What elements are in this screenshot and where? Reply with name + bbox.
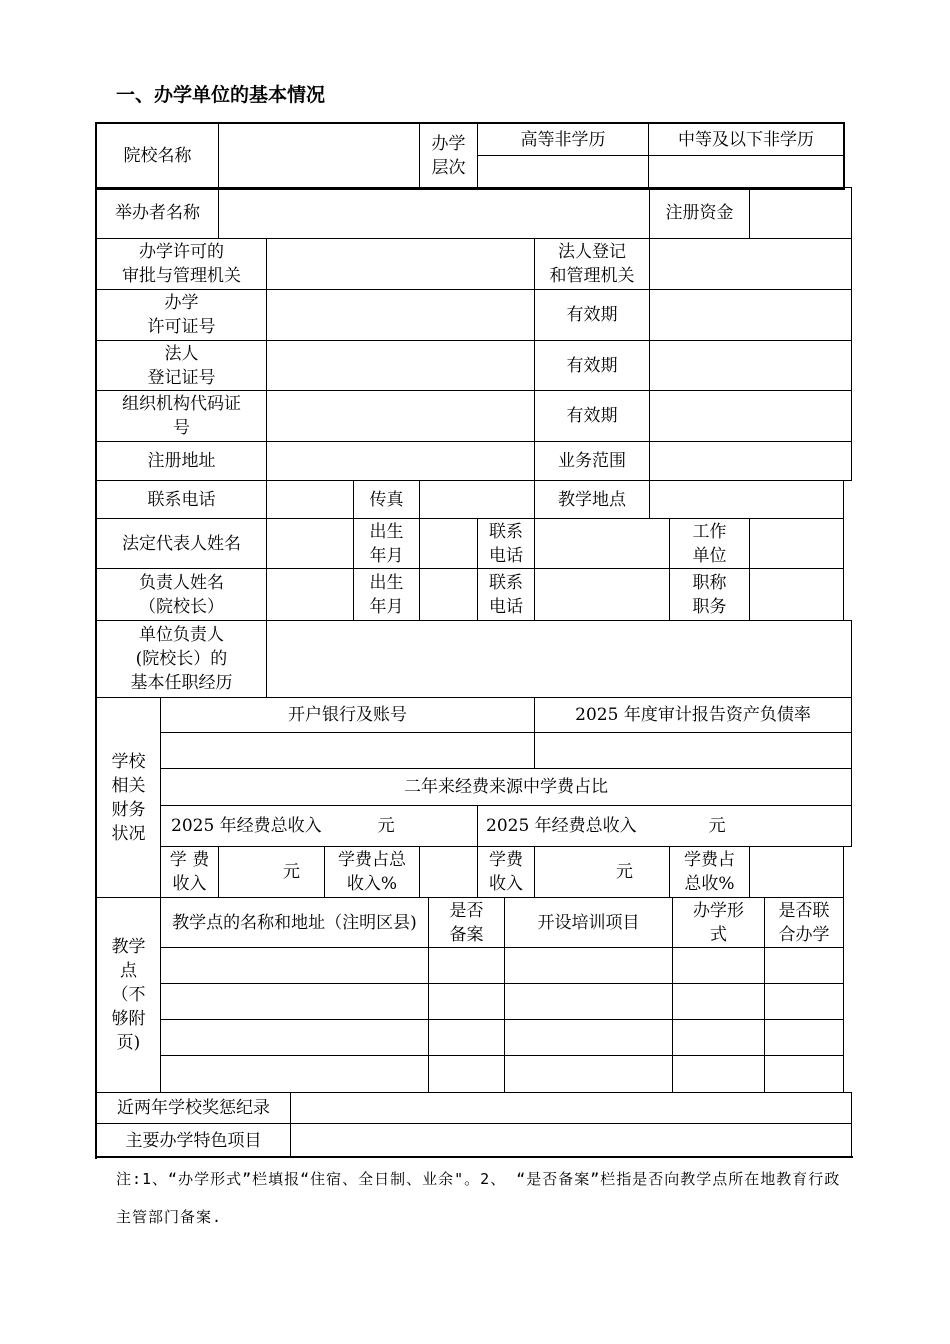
- label-validity-org-code: 有效期: [534, 390, 650, 442]
- label-teaching-points: 教学 点 （不 够附 页): [96, 897, 161, 1093]
- label-level: 办学 层次: [419, 123, 478, 188]
- label-license-authority: 办学许可的 审批与管理机关: [96, 238, 267, 290]
- input-features[interactable]: [290, 1123, 852, 1158]
- teaching-point-row-3-programs[interactable]: [504, 1019, 673, 1056]
- label-bank-account: 开户银行及账号: [160, 697, 535, 733]
- input-contact-phone-rep[interactable]: [534, 518, 670, 569]
- label-tuition-ratio-header: 二年来经费来源中学费占比: [160, 768, 852, 806]
- label-phone: 联系电话: [96, 480, 267, 519]
- input-validity-registration[interactable]: [649, 340, 852, 391]
- input-higher-nondegree[interactable]: [477, 155, 649, 188]
- input-awards[interactable]: [290, 1092, 852, 1124]
- label-contact-phone-rep: 联系 电话: [477, 518, 535, 569]
- input-license-authority[interactable]: [266, 238, 535, 290]
- label-yuan-1: 元: [377, 816, 395, 836]
- label-awards: 近两年学校奖惩纪录: [96, 1092, 291, 1124]
- input-debt-ratio[interactable]: [534, 732, 852, 769]
- input-tuition-income-2[interactable]: [534, 846, 670, 898]
- teaching-point-row-3-mode[interactable]: [672, 1019, 765, 1056]
- input-principal-name[interactable]: [266, 568, 354, 621]
- label-tuition-share-2: 学费占 总收%: [669, 846, 750, 898]
- teaching-point-row-2-programs[interactable]: [504, 983, 673, 1020]
- teaching-point-row-1-programs[interactable]: [504, 947, 673, 984]
- label-legal-rep-name: 法定代表人姓名: [96, 518, 267, 569]
- label-school-name: 院校名称: [96, 123, 219, 188]
- label-legal-registration-number: 法人 登记证号: [96, 340, 267, 391]
- label-tuition-income-1: 学 费 收入: [160, 846, 219, 898]
- label-total-income-2: 2025 年经费总收入: [486, 816, 637, 836]
- input-school-name[interactable]: [218, 123, 420, 188]
- label-work-unit: 工作 单位: [669, 518, 750, 569]
- label-title-position: 职称 职务: [669, 568, 750, 621]
- total-income-cell-1[interactable]: [160, 805, 478, 847]
- label-principal-name: 负责人姓名 （院校长）: [96, 568, 267, 621]
- label-business-scope: 业务范围: [534, 441, 650, 481]
- page-title: 一、办学单位的基本情况: [116, 84, 326, 106]
- input-business-scope[interactable]: [649, 441, 852, 481]
- label-mode: 办学形 式: [672, 897, 765, 948]
- teaching-point-row-1-site[interactable]: [160, 947, 429, 984]
- teaching-point-row-1-filed[interactable]: [428, 947, 505, 984]
- total-income-cell-2[interactable]: [477, 805, 852, 847]
- teaching-point-row-1-mode[interactable]: [672, 947, 765, 984]
- label-org-code: 组织机构代码证 号: [96, 390, 267, 442]
- label-license-number: 办学 许可证号: [96, 289, 267, 341]
- teaching-point-row-4-joint[interactable]: [764, 1055, 844, 1093]
- input-license-number[interactable]: [266, 289, 535, 341]
- input-registered-capital[interactable]: [749, 187, 852, 239]
- teaching-point-row-4-site[interactable]: [160, 1055, 429, 1093]
- label-validity-license: 有效期: [534, 289, 650, 341]
- label-teaching-site: 教学地点: [534, 480, 650, 519]
- label-tuition-income-2: 学费 收入: [477, 846, 535, 898]
- input-secondary-nondegree[interactable]: [648, 155, 844, 188]
- teaching-point-row-2-site[interactable]: [160, 983, 429, 1020]
- label-registered-address: 注册地址: [96, 441, 267, 481]
- input-validity-license[interactable]: [649, 289, 852, 341]
- teaching-point-row-2-mode[interactable]: [672, 983, 765, 1020]
- label-yuan-2: 元: [708, 816, 726, 836]
- input-work-unit[interactable]: [749, 518, 844, 569]
- input-birth-principal[interactable]: [419, 568, 478, 621]
- label-yuan-3: 元: [283, 862, 300, 882]
- label-birth-principal: 出生 年月: [353, 568, 420, 621]
- label-debt-ratio: 2025 年度审计报告资产负债率: [534, 697, 852, 733]
- input-principal-history[interactable]: [266, 620, 852, 698]
- label-joint: 是否联 合办学: [764, 897, 844, 948]
- teaching-point-row-3-filed[interactable]: [428, 1019, 505, 1056]
- teaching-point-row-3-site[interactable]: [160, 1019, 429, 1056]
- input-org-code[interactable]: [266, 390, 535, 442]
- input-contact-phone-principal[interactable]: [534, 568, 670, 621]
- label-total-income-1: 2025 年经费总收入: [171, 816, 322, 836]
- label-principal-history: 单位负责人 (院校长）的 基本任职经历: [96, 620, 267, 698]
- input-validity-org-code[interactable]: [649, 390, 852, 442]
- label-training-programs: 开设培训项目: [504, 897, 673, 948]
- label-validity-registration: 有效期: [534, 340, 650, 391]
- input-tuition-share-1[interactable]: [419, 846, 478, 898]
- input-bank-account[interactable]: [160, 732, 535, 769]
- label-features: 主要办学特色项目: [96, 1123, 291, 1158]
- input-phone[interactable]: [266, 480, 354, 519]
- label-yuan-4: 元: [616, 862, 633, 882]
- teaching-point-row-4-programs[interactable]: [504, 1055, 673, 1093]
- label-filed: 是否 备案: [428, 897, 505, 948]
- teaching-point-row-2-filed[interactable]: [428, 983, 505, 1020]
- input-teaching-site[interactable]: [649, 480, 844, 519]
- label-sponsor-name: 举办者名称: [96, 187, 219, 239]
- footnote: 注:1、“办学形式”栏填报“住宿、全日制、业余"。2、 “是否备案”栏指是否向教学点所在地教育行政主管部门备案.: [116, 1170, 841, 1226]
- input-legal-registration-number[interactable]: [266, 340, 535, 391]
- teaching-point-row-2-joint[interactable]: [764, 983, 844, 1020]
- label-legal-registration-authority: 法人登记 和管理机关: [534, 238, 650, 290]
- input-birth-rep[interactable]: [419, 518, 478, 569]
- label-site-name-address: 教学点的名称和地址（注明区县): [160, 897, 429, 948]
- label-secondary-nondegree: 中等及以下非学历: [648, 123, 844, 156]
- input-legal-rep-name[interactable]: [266, 518, 354, 569]
- input-sponsor-name[interactable]: [218, 187, 650, 239]
- label-fax: 传真: [353, 480, 420, 519]
- label-birth-rep: 出生 年月: [353, 518, 420, 569]
- teaching-point-row-4-filed[interactable]: [428, 1055, 505, 1093]
- input-title-position[interactable]: [749, 568, 844, 621]
- input-tuition-share-2[interactable]: [749, 846, 844, 898]
- label-registered-capital: 注册资金: [649, 187, 750, 239]
- input-registered-address[interactable]: [266, 441, 535, 481]
- teaching-point-row-1-joint[interactable]: [764, 947, 844, 984]
- label-tuition-share-1: 学费占总 收入%: [324, 846, 420, 898]
- label-finance: 学校 相关 财务 状况: [96, 697, 161, 898]
- teaching-point-row-4-mode[interactable]: [672, 1055, 765, 1093]
- label-higher-nondegree: 高等非学历: [477, 123, 649, 156]
- input-tuition-income-1[interactable]: [218, 846, 325, 898]
- input-fax[interactable]: [419, 480, 535, 519]
- teaching-point-row-3-joint[interactable]: [764, 1019, 844, 1056]
- label-contact-phone-principal: 联系 电话: [477, 568, 535, 621]
- input-legal-registration-authority[interactable]: [649, 238, 852, 290]
